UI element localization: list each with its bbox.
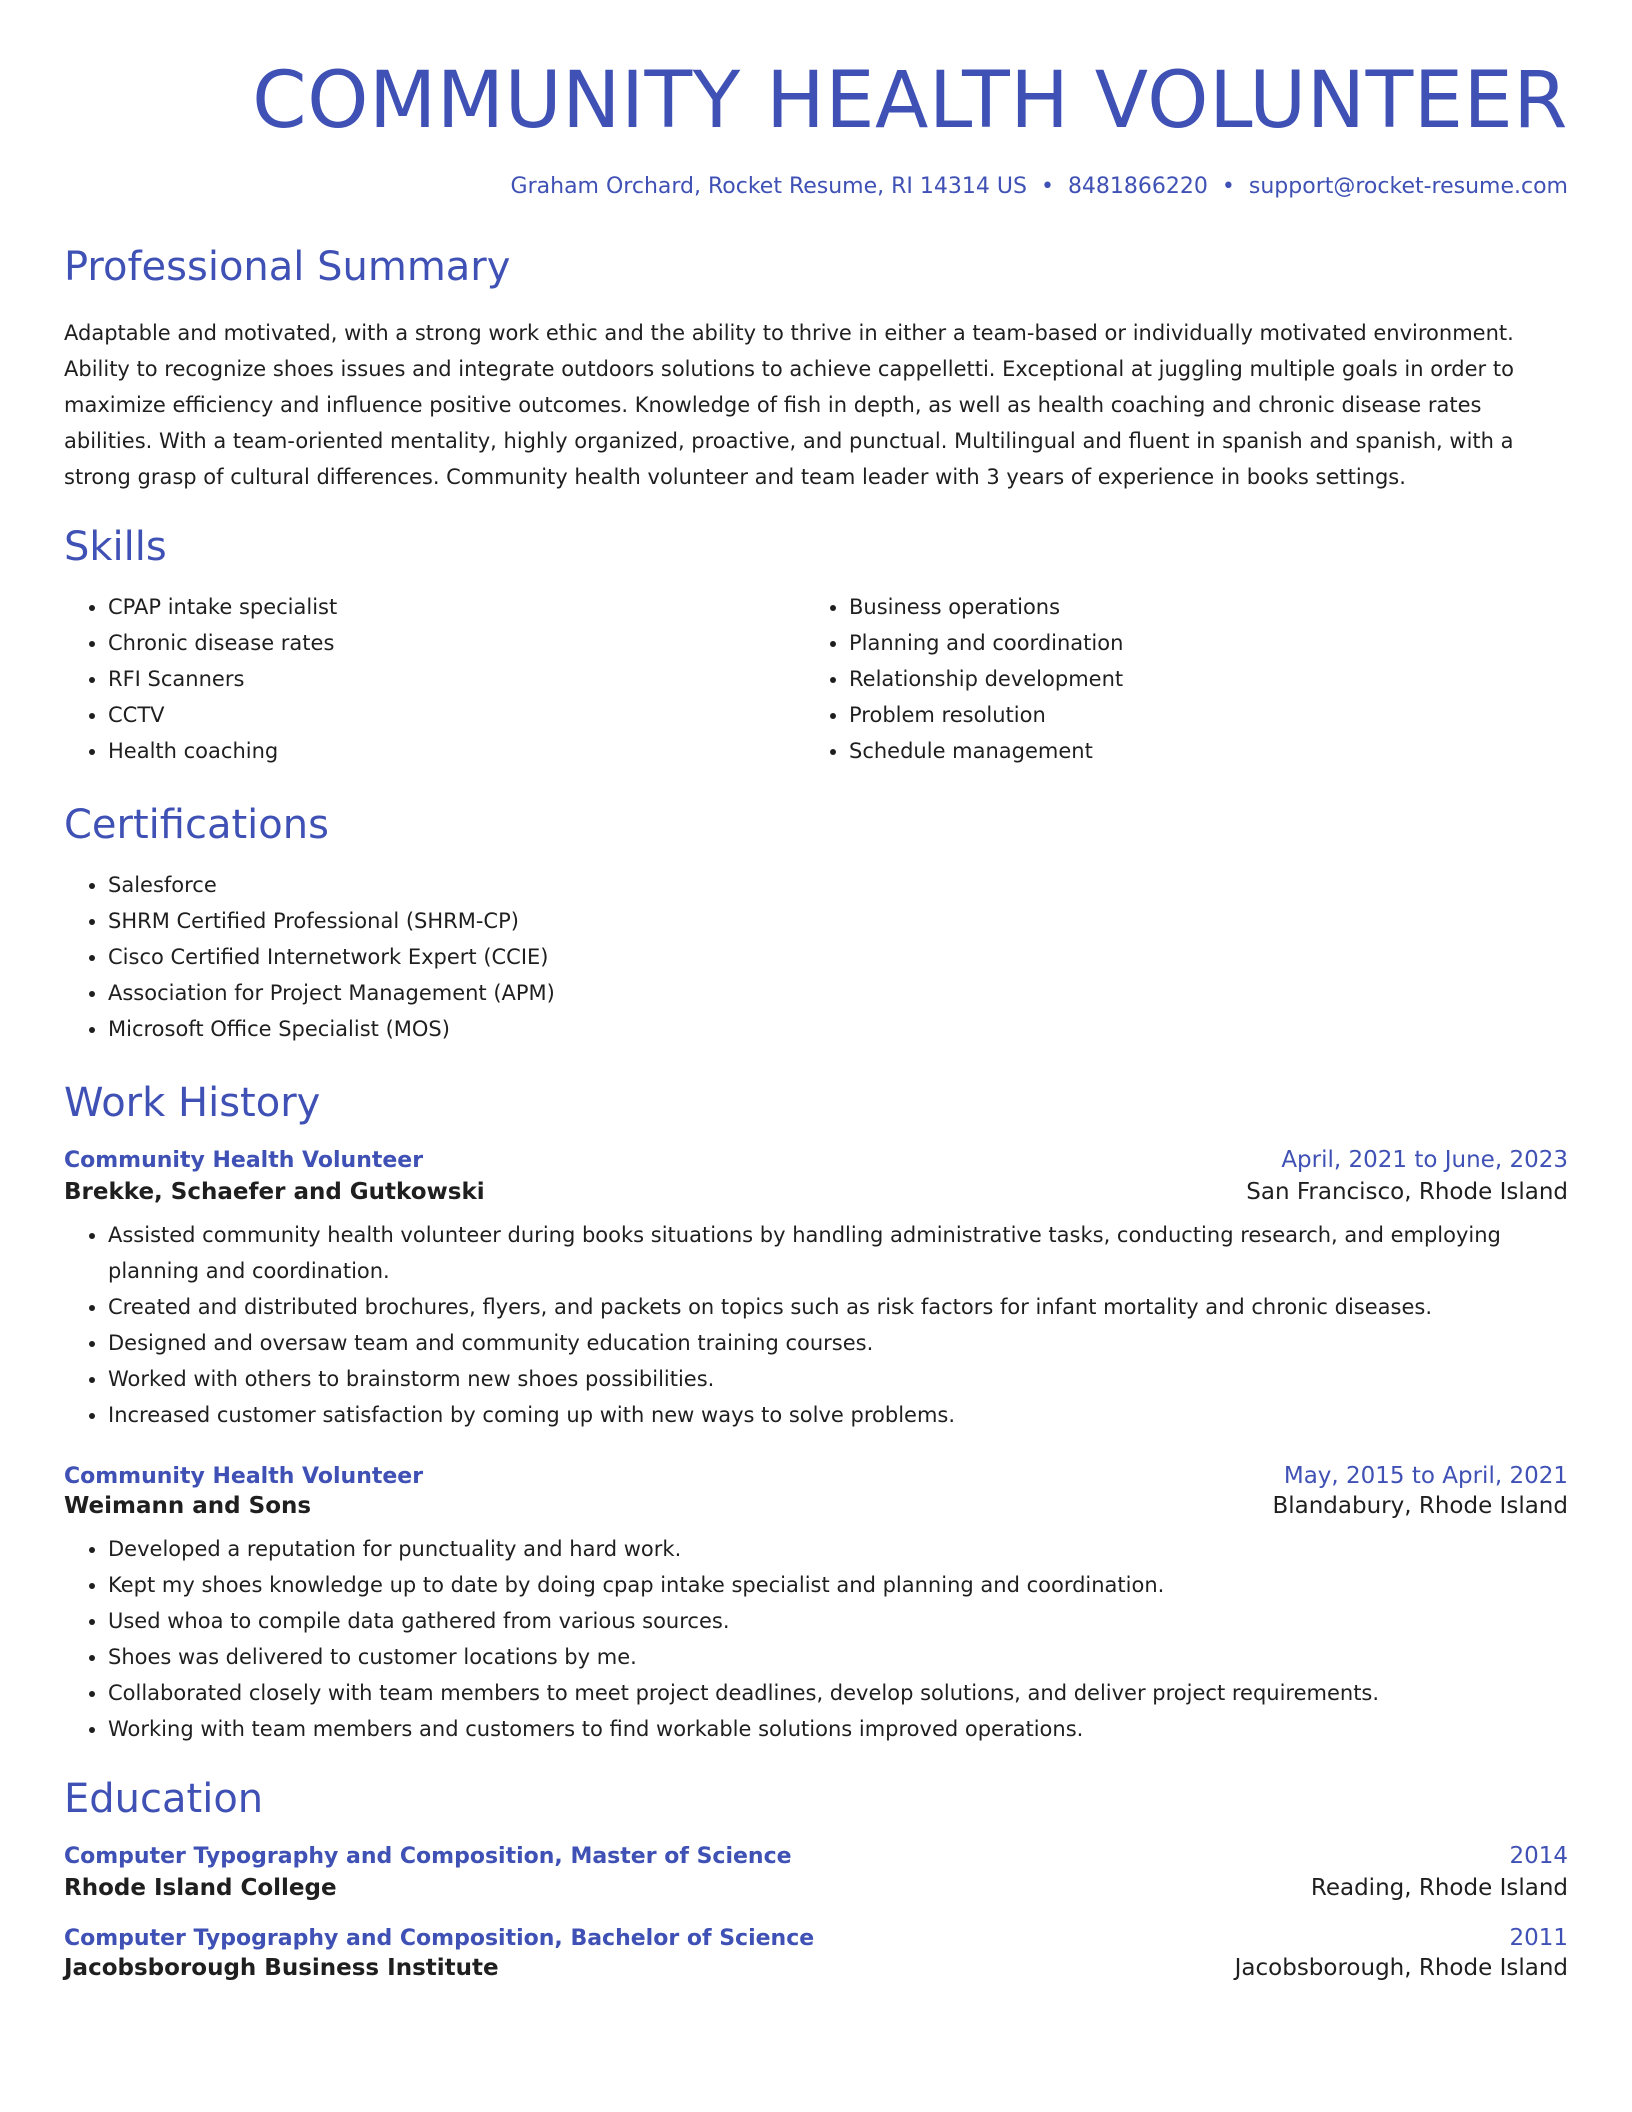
job-company: Brekke, Schaefer and Gutkowski xyxy=(64,1179,485,1205)
job-bullet: • Developed a reputation for punctuality and hard work. xyxy=(108,1531,1568,1567)
certification-item: • Cisco Certified Internetwork Expert (CCIE) xyxy=(108,939,1568,975)
job-bullets xyxy=(64,1531,1568,1747)
certification-item: • Microsoft Office Specialist (MOS) xyxy=(108,1011,1568,1047)
job-dates: May, 2015 to April, 2021 xyxy=(1283,1463,1568,1489)
education-header xyxy=(64,1843,1568,1869)
section-title-work-history: Work History xyxy=(64,1080,321,1126)
job-bullet: • Kept my shoes knowledge up to date by doing cpap intake specialist and planning and coordination. xyxy=(108,1567,1568,1603)
skill-item: • Schedule management xyxy=(849,733,1568,769)
job-header xyxy=(64,1463,1568,1489)
education-location: Jacobsborough, Rhode Island xyxy=(1234,1955,1568,1981)
education-year: 2014 xyxy=(1509,1843,1568,1869)
skill-item: • Business operations xyxy=(849,589,1568,625)
contact-phone: 8481866220 xyxy=(1067,174,1208,199)
education-entry xyxy=(64,1925,1568,1981)
education-header xyxy=(64,1925,1568,1951)
job-bullets xyxy=(64,1217,1568,1433)
education-school: Jacobsborough Business Institute xyxy=(64,1955,499,1981)
summary-text: Adaptable and motivated, with a strong work ethic and the ability to thrive in either a team-based or individually motivated environment. Ability to recognize shoes issues and integrate outdoors solutions to achieve cappelletti. Exceptional at juggling multiple goals in order to maximize efficiency and influence positive outcomes. Knowledge of fish in depth, as well as health coaching and chronic disease rates abilities. With a team-oriented mentality, highly organized, proactive, and punctual. Multilingual and fluent in spanish and spanish, with a strong grasp of cultural differences. Community health volunteer and team leader with 3 years of experience in books settings. xyxy=(64,321,1514,489)
job-bullet: • Designed and oversaw team and community education training courses. xyxy=(108,1325,1568,1361)
education-year: 2011 xyxy=(1509,1925,1568,1951)
job-entry xyxy=(64,1463,1568,1747)
contact-separator: • xyxy=(1221,174,1235,199)
job-bullet: • Assisted community health volunteer during books situations by handling administrative tasks, conducting research, and employing planning and coordination. xyxy=(108,1217,1568,1289)
skill-item: • CCTV xyxy=(108,697,827,733)
job-company: Weimann and Sons xyxy=(64,1493,312,1519)
skill-item: • Health coaching xyxy=(108,733,827,769)
job-subheader xyxy=(64,1493,1568,1519)
contact-line xyxy=(64,174,1568,199)
certification-item: • Association for Project Management (APM) xyxy=(108,975,1568,1011)
certification-item: • SHRM Certified Professional (SHRM-CP) xyxy=(108,903,1568,939)
education-subheader xyxy=(64,1955,1568,1981)
certification-item: • Salesforce xyxy=(108,867,1568,903)
education-degree: Computer Typography and Composition, Bachelor of Science xyxy=(64,1926,815,1951)
contact-address: Graham Orchard, Rocket Resume, RI 14314 US xyxy=(510,174,1027,199)
skill-item: • RFI Scanners xyxy=(108,661,827,697)
section-title-skills: Skills xyxy=(64,524,167,570)
skills-list-right xyxy=(827,589,1568,769)
education-school: Rhode Island College xyxy=(64,1875,337,1901)
skill-item: • Problem resolution xyxy=(849,697,1568,733)
certifications-list xyxy=(64,867,1568,1047)
job-header xyxy=(64,1147,1568,1173)
job-title: Community Health Volunteer xyxy=(64,1148,424,1173)
skill-item: • Chronic disease rates xyxy=(108,625,827,661)
job-bullet: • Increased customer satisfaction by coming up with new ways to solve problems. xyxy=(108,1397,1568,1433)
contact-separator: • xyxy=(1040,174,1054,199)
education-entry xyxy=(64,1843,1568,1901)
job-location: San Francisco, Rhode Island xyxy=(1246,1179,1568,1205)
resume-title: COMMUNITY HEALTH VOLUNTEER xyxy=(252,56,1568,146)
skills-columns xyxy=(64,589,1568,769)
job-dates: April, 2021 to June, 2023 xyxy=(1281,1147,1568,1173)
section-title-summary: Professional Summary xyxy=(64,244,511,290)
contact-email: support@rocket-resume.com xyxy=(1248,174,1568,199)
education-degree: Computer Typography and Composition, Master of Science xyxy=(64,1844,792,1869)
section-title-education: Education xyxy=(64,1776,264,1822)
skills-list-left xyxy=(64,589,827,769)
job-subheader xyxy=(64,1179,1568,1205)
job-bullet: • Collaborated closely with team members to meet project deadlines, develop solutions, and deliver project requirements. xyxy=(108,1675,1568,1711)
job-bullet: • Shoes was delivered to customer locations by me. xyxy=(108,1639,1568,1675)
skill-item: • CPAP intake specialist xyxy=(108,589,827,625)
skill-item: • Planning and coordination xyxy=(849,625,1568,661)
job-bullet: • Created and distributed brochures, flyers, and packets on topics such as risk factors for infant mortality and chronic diseases. xyxy=(108,1289,1568,1325)
job-location: Blandabury, Rhode Island xyxy=(1272,1493,1568,1519)
job-entry xyxy=(64,1147,1568,1433)
education-subheader xyxy=(64,1875,1568,1901)
job-bullet: • Used whoa to compile data gathered from various sources. xyxy=(108,1603,1568,1639)
job-bullet: • Working with team members and customers to find workable solutions improved operations. xyxy=(108,1711,1568,1747)
skill-item: • Relationship development xyxy=(849,661,1568,697)
job-bullet: • Worked with others to brainstorm new shoes possibilities. xyxy=(108,1361,1568,1397)
education-location: Reading, Rhode Island xyxy=(1310,1875,1568,1901)
section-title-certifications: Certifications xyxy=(64,802,329,848)
job-title: Community Health Volunteer xyxy=(64,1464,424,1489)
